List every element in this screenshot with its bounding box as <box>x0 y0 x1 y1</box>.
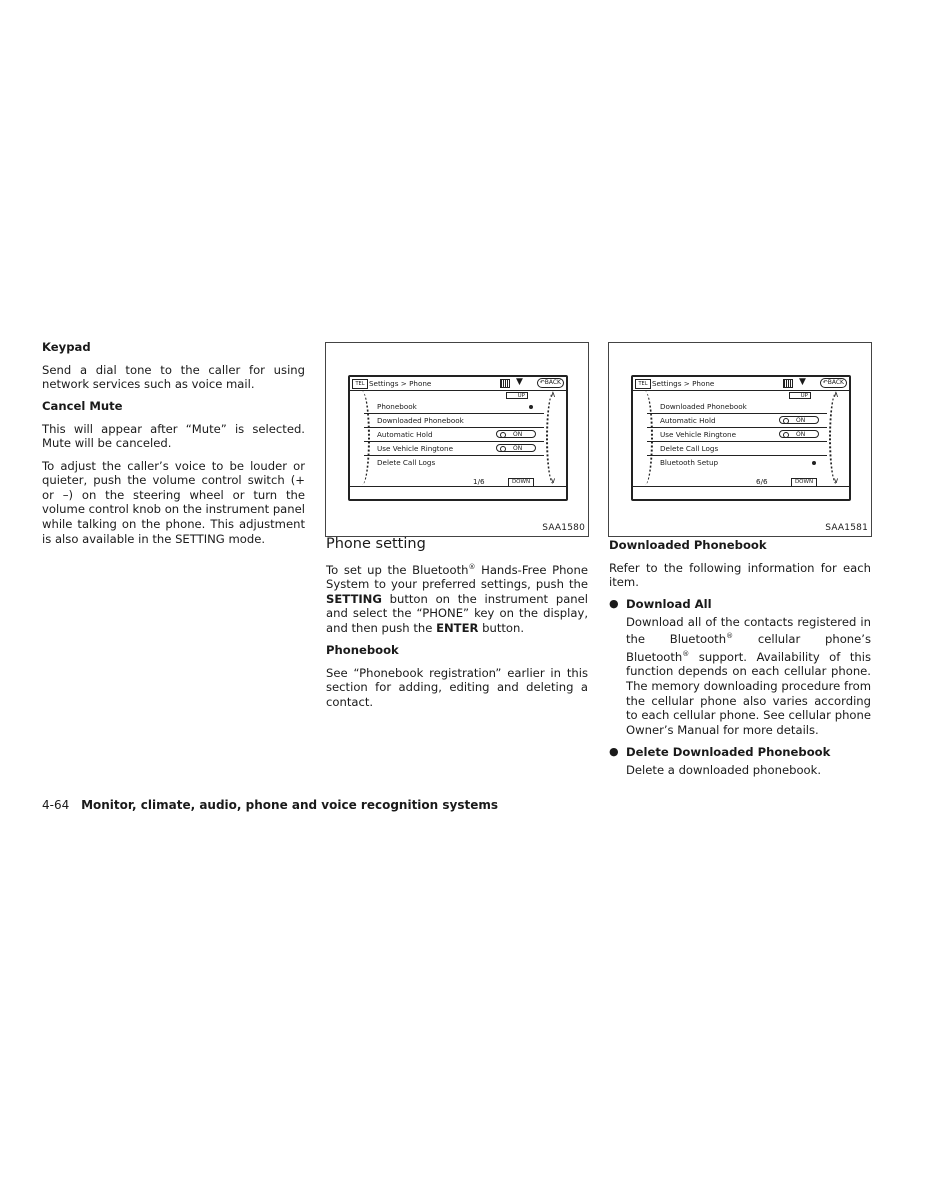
battery-icon <box>500 379 510 388</box>
menu-item-use-vehicle-ringtone[interactable] <box>660 428 824 441</box>
figure-settings-phone-page6 <box>608 342 872 537</box>
menu-item-bluetooth-setup[interactable] <box>660 456 824 469</box>
bullet-icon: ● <box>609 745 619 759</box>
chevron-down-icon[interactable]: ∨ <box>550 476 556 485</box>
list-item-delete-downloaded-phonebook <box>609 745 871 777</box>
downloaded-phonebook-intro: Refer to the following information for each item. <box>609 560 871 590</box>
downloaded-phonebook-heading: Downloaded Phonebook <box>609 538 767 552</box>
screen-bottom-bar <box>633 486 849 499</box>
menu-item-label: Phonebook <box>377 402 417 411</box>
section-title-phone-setting: Phone setting <box>326 536 426 552</box>
screen-top-bar <box>633 377 849 391</box>
breadcrumb: Settings > Phone <box>652 379 715 388</box>
menu-item-label: Bluetooth Setup <box>660 458 719 467</box>
cancel-mute-heading: Cancel Mute <box>42 399 123 414</box>
figure-settings-phone-page1 <box>325 342 589 537</box>
menu-item-downloaded-phonebook[interactable] <box>377 414 541 427</box>
ringtone-toggle[interactable]: ON <box>496 444 536 452</box>
cancel-mute-text: This will appear after “Mute” is selected. Mute will be canceled. <box>42 421 305 451</box>
menu-item-label: Delete Call Logs <box>660 444 719 453</box>
selection-dot-icon <box>529 405 533 409</box>
menu-item-label: Downloaded Phonebook <box>660 402 747 411</box>
menu-item-automatic-hold[interactable] <box>660 414 824 427</box>
phone-icon: TEL <box>352 379 368 389</box>
automatic-hold-toggle[interactable]: ON <box>779 416 819 424</box>
menu-item-downloaded-phonebook[interactable] <box>660 400 824 413</box>
page-number: 4-64 <box>42 798 70 812</box>
page-footer <box>42 798 498 812</box>
screen-display <box>631 375 851 501</box>
screen-display <box>348 375 568 501</box>
back-button[interactable]: ↶BACK <box>820 378 847 388</box>
up-button[interactable]: UP <box>506 392 528 399</box>
scroll-arc-left <box>637 391 653 485</box>
menu-item-automatic-hold[interactable] <box>377 428 541 441</box>
download-all-heading: Download All <box>626 597 712 612</box>
ringtone-toggle[interactable]: ON <box>779 430 819 438</box>
selection-dot-icon <box>812 461 816 465</box>
volume-text: To adjust the caller’s voice to be louder or quieter, push the volume control switch (+ or –) on the steering wheel or turn the volume control knob on the instrument panel while talking on the phone. This adjustment is also available in the SETTING mode. <box>42 458 305 546</box>
antenna-icon: ▼ <box>799 377 806 387</box>
screen-top-bar <box>350 377 566 391</box>
menu-item-label: Use Vehicle Ringtone <box>377 444 454 453</box>
keypad-text: Send a dial tone to the caller for using network services such as voice mail. <box>42 362 305 392</box>
battery-icon <box>783 379 793 388</box>
menu-item-phonebook[interactable] <box>377 400 541 413</box>
phonebook-heading: Phonebook <box>326 642 399 657</box>
menu-item-use-vehicle-ringtone[interactable] <box>377 442 541 455</box>
page-indicator: 6/6 <box>756 477 768 486</box>
chapter-title: Monitor, climate, audio, phone and voice recognition systems <box>81 798 499 812</box>
chevron-up-icon[interactable]: ∧ <box>550 390 556 399</box>
phone-icon: TEL <box>635 379 651 389</box>
left-column <box>42 340 305 554</box>
menu-item-label: Automatic Hold <box>660 416 716 425</box>
list-item-download-all <box>609 597 871 737</box>
page-indicator: 1/6 <box>473 477 485 486</box>
up-button[interactable]: UP <box>789 392 811 399</box>
menu-item-label: Downloaded Phonebook <box>377 416 464 425</box>
menu-item-label: Automatic Hold <box>377 430 433 439</box>
scroll-arc-left <box>354 391 370 485</box>
delete-downloaded-heading: Delete Downloaded Phonebook <box>626 745 831 760</box>
download-all-text: Download all of the contacts registered in the Bluetooth® cellular phone’s Bluetooth® support. Availability of this function depends on each cellular phone. The memory downloading procedure from the cellular phone also varies according to each cellular phone. See cellular phone Owner’s Manual for more details. <box>626 614 871 737</box>
automatic-hold-toggle[interactable]: ON <box>496 430 536 438</box>
bullet-icon: ● <box>609 597 619 611</box>
scroll-arc-right[interactable] <box>829 391 845 485</box>
chevron-up-icon[interactable]: ∧ <box>833 390 839 399</box>
antenna-icon: ▼ <box>516 377 523 387</box>
phone-setting-text: To set up the Bluetooth® Hands-Free Phone System to your preferred settings, push the SETTING button on the instrument panel and select the “PHONE” key on the display, and then push the ENTER button. <box>326 562 588 635</box>
figure-code: SAA1580 <box>542 523 585 533</box>
scroll-arc-right[interactable] <box>546 391 562 485</box>
keypad-heading: Keypad <box>42 340 91 354</box>
down-button[interactable]: DOWN <box>791 478 817 487</box>
menu-item-label: Delete Call Logs <box>377 458 436 467</box>
chevron-down-icon[interactable]: ∨ <box>833 476 839 485</box>
down-button[interactable]: DOWN <box>508 478 534 487</box>
figure-code: SAA1581 <box>825 523 868 533</box>
screen-bottom-bar <box>350 486 566 499</box>
menu-item-delete-call-logs[interactable] <box>660 442 824 455</box>
middle-column <box>326 537 588 717</box>
right-column <box>609 538 871 784</box>
menu-item-label: Use Vehicle Ringtone <box>660 430 737 439</box>
menu-item-delete-call-logs[interactable] <box>377 456 541 469</box>
delete-downloaded-text: Delete a downloaded phonebook. <box>626 762 822 777</box>
breadcrumb: Settings > Phone <box>369 379 432 388</box>
back-button[interactable]: ↶BACK <box>537 378 564 388</box>
phonebook-text: See “Phonebook registration” earlier in this section for adding, editing and deleting a contact. <box>326 665 588 709</box>
